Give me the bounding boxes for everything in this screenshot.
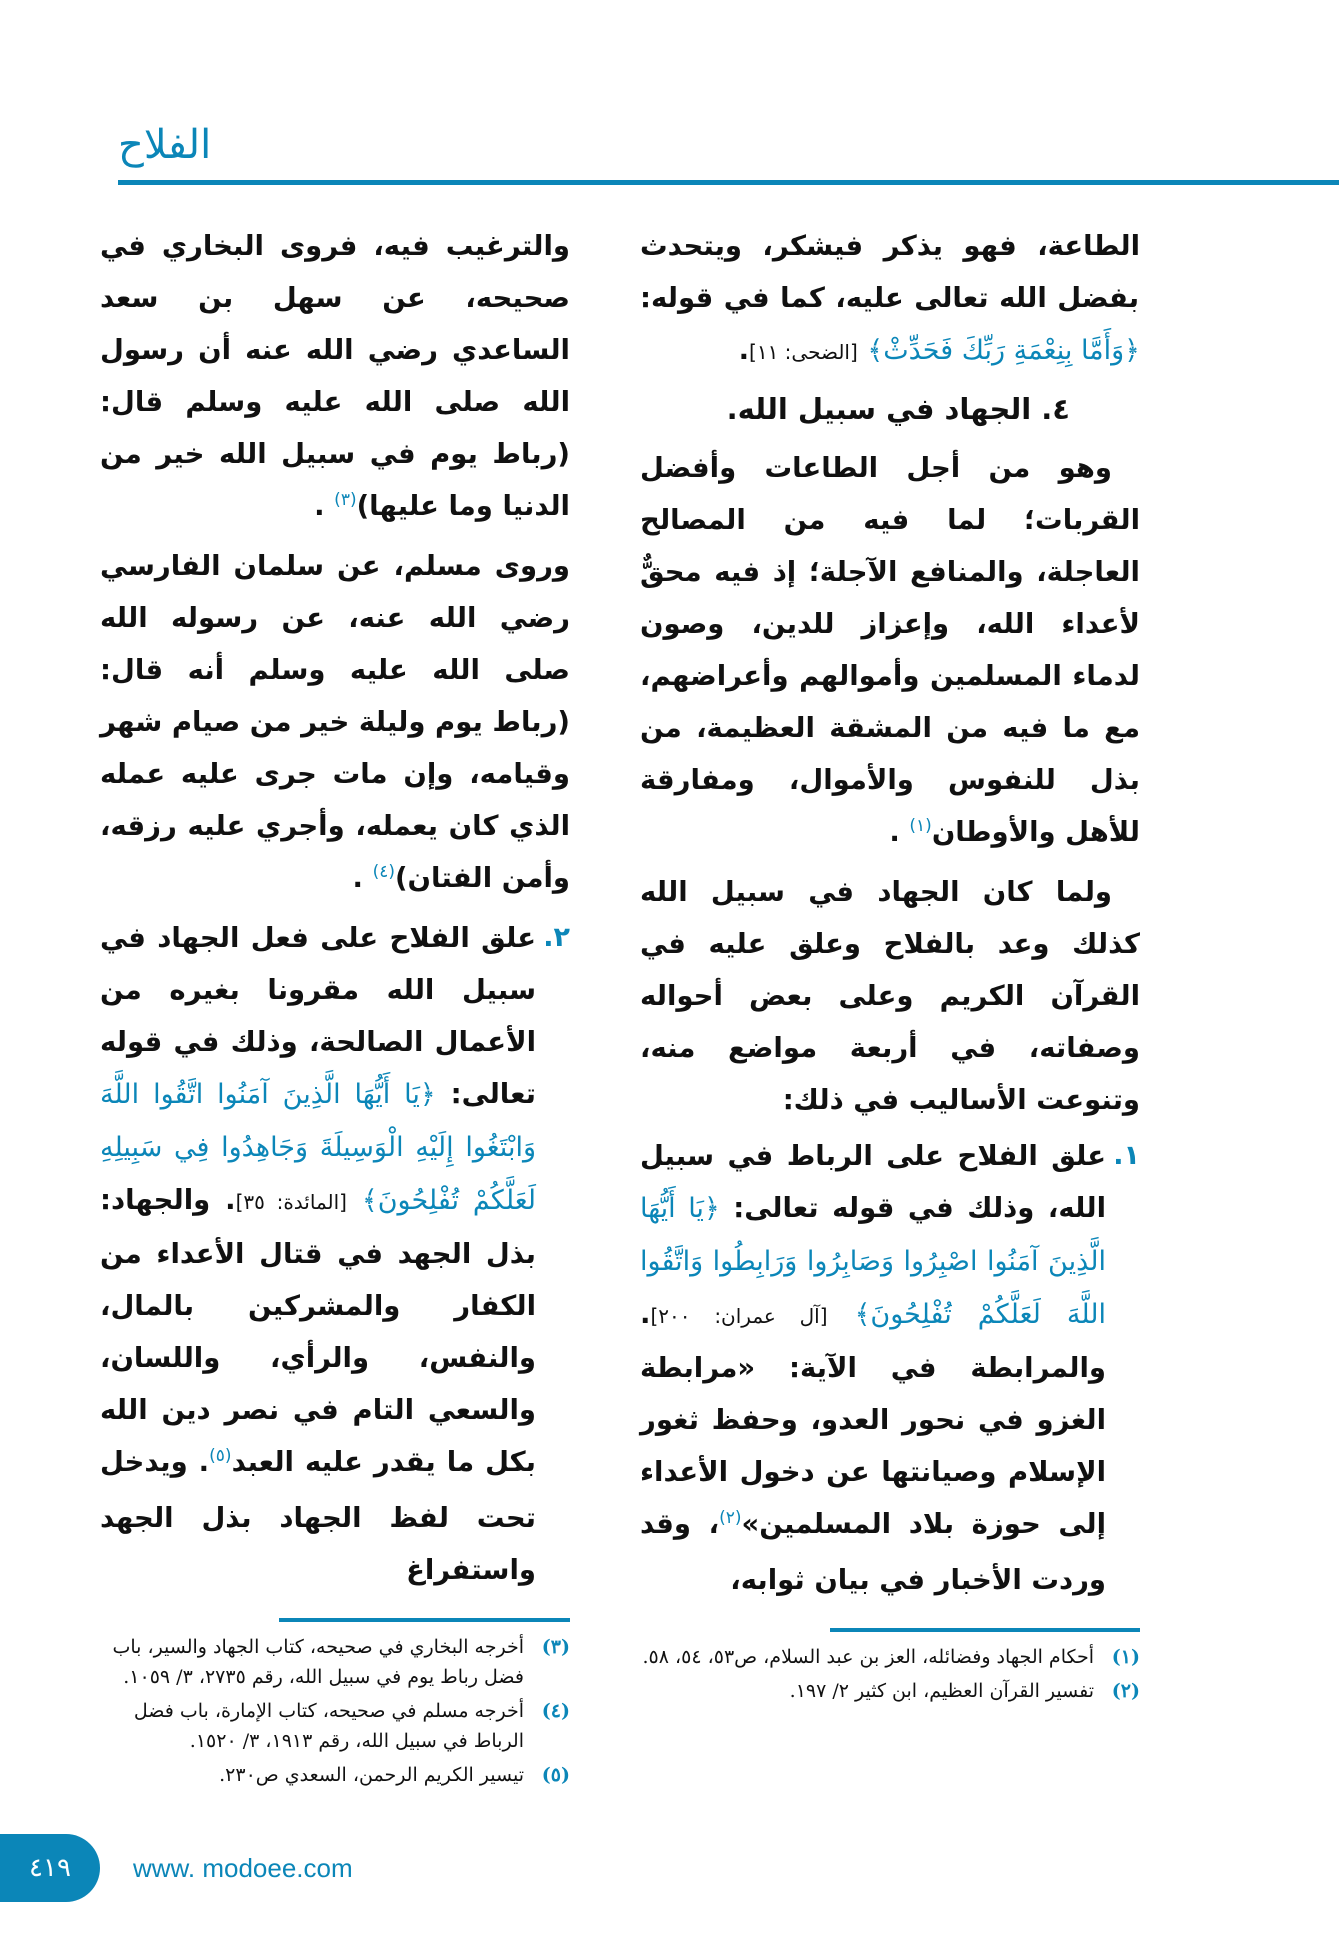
running-title: الفلاح (118, 122, 212, 168)
footnote-ref[interactable]: (٣) (334, 489, 357, 510)
verse-reference: [الضحى: ١١] (749, 340, 858, 364)
quran-verse: ﴿يَا أَيُّهَا الَّذِينَ آمَنُوا اتَّقُوا اللَّهَ وَابْتَغُوا إِلَيْهِ الْوَسِيلَةَ وَجَاهِدُوا فِي سَبِيلِهِ لَعَلَّكُمْ تُفْلِحُونَ﴾ (100, 1079, 537, 1216)
footnote-rule (830, 1628, 1140, 1632)
footnote-number: (٣) (541, 1636, 570, 1658)
footnote-ref[interactable]: (٤) (372, 861, 395, 882)
footnote (640, 1676, 1140, 1706)
footnote-text: أحكام الجهاد وفضائله، العز بن عبد السلام، ص٥٣، ٥٤، ٥٨. (642, 1646, 1094, 1668)
footnote-ref[interactable]: (٥) (209, 1445, 232, 1466)
footnotes-right-block (640, 1628, 1140, 1710)
footnote-rule (279, 1618, 570, 1622)
footnote-number: (٥) (541, 1764, 570, 1786)
quran-verse: ﴿يَا أَيُّهَا الَّذِينَ آمَنُوا اصْبِرُوا وَصَابِرُوا وَرَابِطُوا وَاتَّقُوا اللَّهَ لَعَلَّكُمْ تُفْلِحُونَ﴾ (640, 1193, 1107, 1330)
footnote (100, 1760, 570, 1790)
left-column (100, 220, 570, 1794)
page-number-tab (0, 1834, 100, 1902)
footnote-text: تفسير القرآن العظيم، ابن كثير ٢/ ١٩٧. (789, 1680, 1094, 1702)
right-column (640, 220, 1140, 1710)
list-item (640, 1130, 1140, 1606)
quran-verse: ﴿وَأَمَّا بِنِعْمَةِ رَبِّكَ فَحَدِّثْ﴾ (867, 335, 1140, 366)
paragraph-text: والترغيب فيه، فروى البخاري في صحيحه، عن سهل بن سعد الساعدي رضي الله عنه أن رسول الله صلى الله عليه وسلم قال: (رباط يوم في سبيل الله خير من الدنيا وما عليها) (100, 230, 570, 522)
paragraph-text: وهو من أجل الطاعات وأفضل القربات؛ لما فيه من المصالح العاجلة، والمنافع الآجلة؛ إذ فيه محقٌّ لأعداء الله، وإعزاز للدين، وصون لدماء المسلمين وأموالهم وأعراضهم، مع ما فيه من المشقة العظيمة، من بذل للنفوس والأموال، ومفارقة للأهل والأوطان (640, 452, 1140, 848)
footnote-number: (١) (1111, 1646, 1140, 1668)
list-item-text: . ويدخل تحت لفظ الجهاد بذل الجهد واستفراغ (100, 1446, 536, 1586)
list-item (100, 912, 570, 1596)
footnote-text: تيسير الكريم الرحمن، السعدي ص٢٣٠. (219, 1764, 524, 1786)
left-column-body (100, 220, 570, 1600)
period: . (352, 862, 363, 894)
website-link[interactable]: www. modoee.com (133, 1853, 353, 1883)
paragraph (100, 540, 570, 908)
paragraph-text: وروى مسلم، عن سلمان الفارسي رضي الله عنه، عن رسوله الله صلى الله عليه وسلم أنه قال: (رباط يوم وليلة خير من صيام شهر وقيامه، وإن مات جرى عليه عمله الذي كان يعمله، وأجري عليه رزقه، وأمن الفتان) (100, 550, 570, 894)
verse-reference: [المائدة: ٣٥] (235, 1190, 347, 1214)
footnote (100, 1696, 570, 1756)
paragraph (640, 442, 1140, 862)
footnotes-right (640, 1642, 1140, 1706)
list-item-text: . والجهاد: بذل الجهد في قتال الأعداء من الكفار والمشركين بالمال، والنفس، والرأي، واللسان، والسعي التام في نصر دين الله بكل ما يقدر عليه العبد (100, 1184, 536, 1478)
list-item-text: . والمرابطة في الآية: «مرابطة الغزو في نحور العدو، وحفظ ثغور الإسلام وصيانتها عن دخول الأعداء إلى حوزة بلاد المسلمين» (640, 1298, 1106, 1540)
footnote (640, 1642, 1140, 1672)
footnote-ref[interactable]: (٢) (719, 1507, 742, 1528)
period: . (738, 334, 750, 366)
page-number: ٤١٩ (29, 1853, 71, 1883)
footnote-number: (٤) (541, 1700, 570, 1722)
paragraph: ولما كان الجهاد في سبيل الله كذلك وعد بالفلاح وعلق عليه في القرآن الكريم وعلى بعض أحواله وصفاته، في أربعة مواضع منه، وتنوعت الأساليب في ذلك: (640, 876, 1140, 1116)
footnote-text: أخرجه مسلم في صحيحه، كتاب الإمارة، باب فضل الرباط في سبيل الله، رقم ١٩١٣، ٣/ ١٥٢٠. (133, 1700, 524, 1752)
footnote-text: أخرجه البخاري في صحيحه، كتاب الجهاد والسير، باب فضل رباط يوم في سبيل الله، رقم ٢٧٣٥، ٣/ ١٠٥٩. (112, 1636, 524, 1688)
footnotes-left-block (100, 1618, 570, 1794)
period: . (889, 816, 900, 848)
list-number: ١. (1113, 1140, 1140, 1171)
footnote (100, 1632, 570, 1692)
paragraph (100, 220, 570, 536)
verse-reference: [آل عمران: ٢٠٠] (650, 1304, 828, 1328)
page-header (0, 0, 1339, 190)
list-item-text: علق الفلاح على الرباط في سبيل الله، وذلك في قوله تعالى: (640, 1140, 1106, 1224)
header-rule (118, 180, 1339, 185)
two-column-body (0, 190, 1339, 1794)
list-item-text: ، وقد وردت الأخبار في بيان ثوابه، (640, 1508, 1106, 1596)
list-item-text: علق الفلاح على فعل الجهاد في سبيل الله مقرونا بغيره من الأعمال الصالحة، وذلك في قوله تعالى: (100, 922, 536, 1110)
footnote-ref[interactable]: (١) (909, 815, 932, 836)
right-column-body (640, 220, 1140, 1610)
page-footer (0, 1834, 1339, 1902)
footnotes-left (100, 1632, 570, 1790)
footnote-number: (٢) (1111, 1680, 1140, 1702)
period: . (314, 490, 325, 522)
list-number: ٢. (543, 922, 570, 953)
paragraph (640, 220, 1140, 378)
paragraph-text: الطاعة، فهو يذكر فيشكر، ويتحدث بفضل الله تعالى عليه، كما في قوله: (640, 230, 1140, 314)
section-heading: ٤. الجهاد في سبيل الله. (726, 392, 1070, 426)
